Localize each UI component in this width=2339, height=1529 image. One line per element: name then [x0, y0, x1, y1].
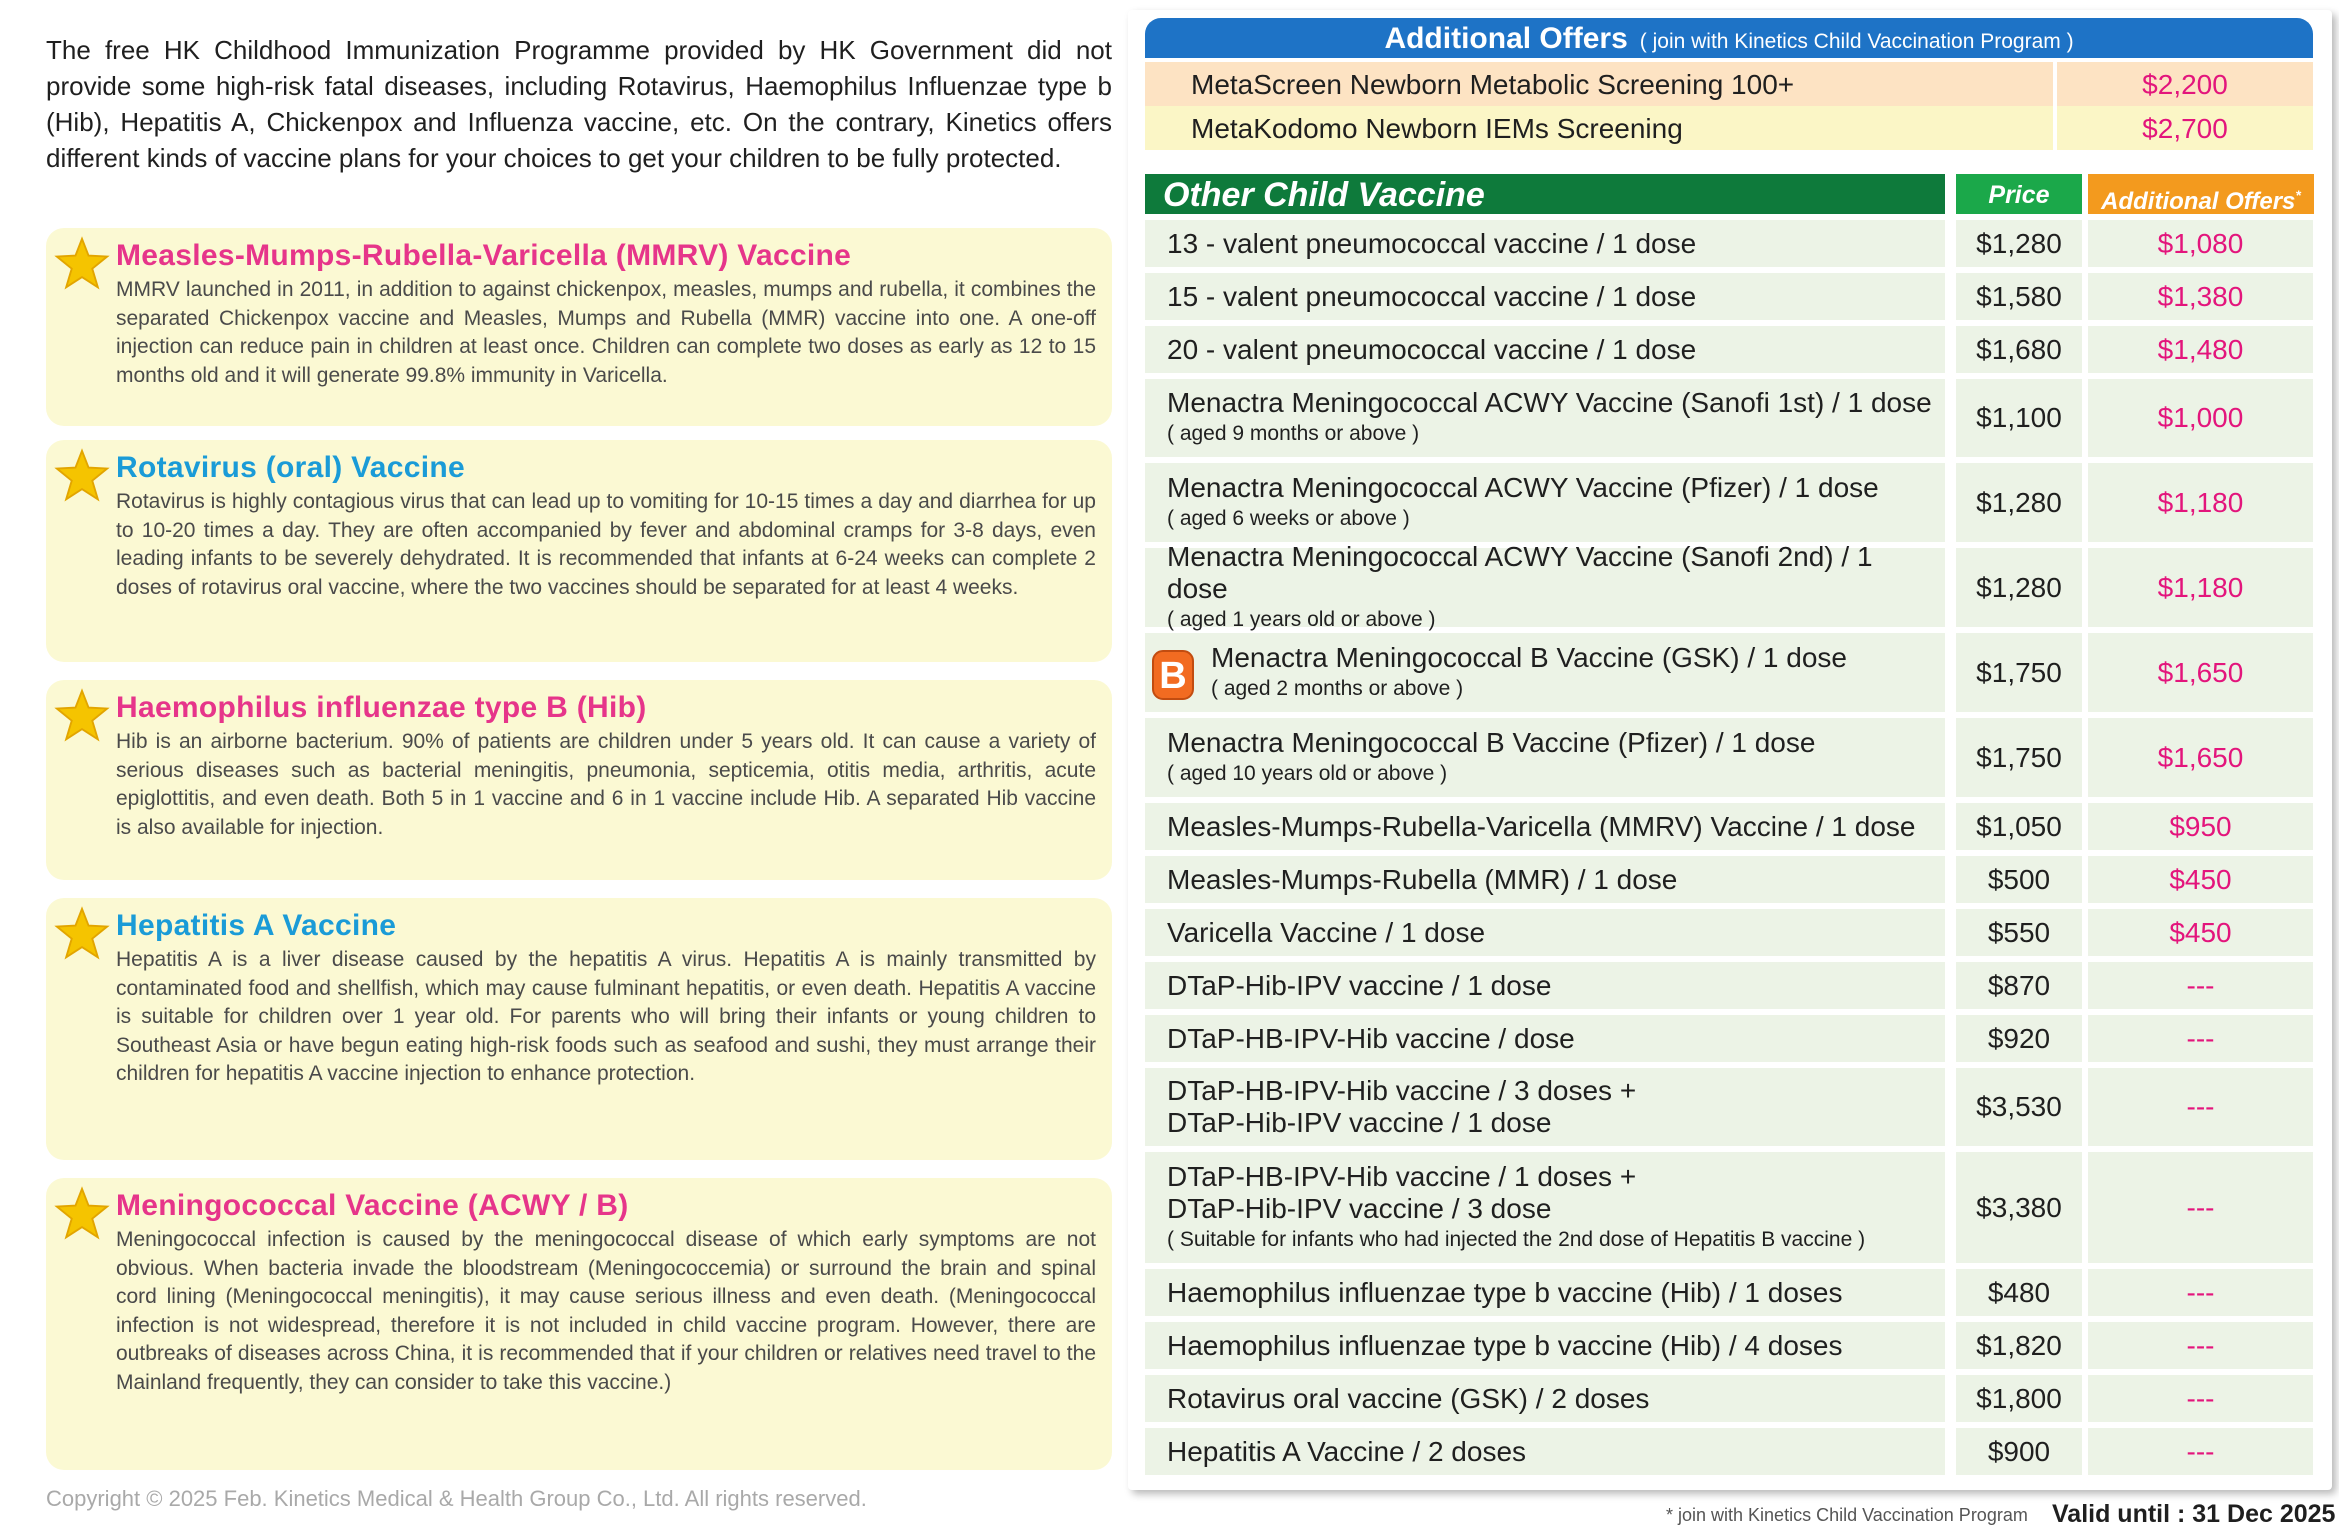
vaccine-name-cell — [1145, 540, 1945, 631]
offer-cell — [2088, 1322, 2313, 1369]
price-cell — [1956, 718, 2082, 797]
vaccine-offer-price: --- — [2186, 969, 2215, 1001]
price-cell — [1956, 463, 2082, 542]
copyright: Copyright © 2025 Feb. Kinetics Medical & Health Group Co., Ltd. All rights reserved. — [46, 1486, 867, 1511]
vaccine-price: $480 — [1987, 1276, 2051, 1308]
offer-cell — [2088, 1015, 2313, 1062]
vaccine-name-cell — [1145, 718, 1945, 797]
star-icon — [54, 1186, 110, 1242]
offer-cell — [2088, 1068, 2313, 1146]
vaccine-name: DTaP-HB-IPV-Hib vaccine / 3 doses + — [1167, 1075, 1637, 1106]
vaccine-note: ( aged 10 years old or above ) — [1167, 761, 1448, 785]
vaccine-name-cell — [1145, 909, 1945, 956]
offer-cell — [2088, 633, 2313, 712]
intro-paragraph: The free HK Childhood Immunization Programme provided by HK Government did not provide some high-risk fatal diseases, including Rotavirus, Haemophilus Influenzae type b (Hib), Hepatitis A, Chickenpox and Influenza vaccine, etc. On the contrary, Kinetics offers different kinds of vaccine plans for your choices to get your children to be fully protected. — [46, 35, 1112, 173]
vaccine-name: Menactra Meningococcal ACWY Vaccine (Pfizer) / 1 dose — [1167, 471, 1879, 503]
vaccine-name: Measles-Mumps-Rubella-Varicella (MMRV) Vaccine / 1 dose — [1167, 810, 1916, 842]
vaccine-name: Hepatitis A Vaccine / 2 doses — [1167, 1435, 1527, 1467]
price-cell — [1956, 326, 2082, 373]
vaccine-offer-price: $1,650 — [2157, 741, 2244, 773]
card-hib — [46, 680, 1112, 880]
price-cell — [1956, 909, 2082, 956]
vaccine-price: $1,580 — [1976, 280, 2062, 312]
card-title: Meningococcal Vaccine (ACWY / B) — [116, 1189, 629, 1222]
vaccine-name-line2: DTaP-Hib-IPV vaccine / 3 dose — [1167, 1192, 1552, 1224]
vaccine-price: $1,750 — [1976, 656, 2062, 688]
offer-cell — [2088, 273, 2313, 320]
vaccine-name: Haemophilus influenzae type b vaccine (Hib) / 1 doses — [1167, 1276, 1843, 1308]
offer-cell — [2088, 856, 2313, 903]
vaccine-name: 20 - valent pneumococcal vaccine / 1 dose — [1167, 333, 1697, 365]
price-cell — [1956, 379, 2082, 457]
offer-cell — [2088, 718, 2313, 797]
vaccine-price: $1,280 — [1976, 571, 2062, 603]
offer-cell — [2088, 463, 2313, 542]
vaccine-price: $1,050 — [1976, 810, 2062, 842]
vaccine-name: DTaP-Hib-IPV vaccine / 1 dose — [1167, 969, 1552, 1001]
vaccine-name: 13 - valent pneumococcal vaccine / 1 dose — [1167, 227, 1697, 259]
vaccine-offer-price: $1,180 — [2157, 571, 2244, 603]
vaccine-name-cell — [1145, 633, 1945, 712]
vaccine-offer-price: $450 — [2169, 863, 2232, 895]
vaccine-name-cell — [1145, 1375, 1945, 1422]
star-icon — [54, 448, 110, 504]
vaccine-name-cell — [1145, 379, 1945, 457]
vaccine-offer-price: --- — [2186, 1022, 2215, 1054]
offer-cell — [2088, 1428, 2313, 1475]
vaccine-row — [1145, 326, 2313, 373]
vaccine-row — [1145, 1152, 2313, 1263]
vaccine-offer-price: --- — [2186, 1435, 2215, 1467]
vaccine-price: $1,100 — [1976, 402, 2062, 433]
vaccine-name: Varicella Vaccine / 1 dose — [1167, 916, 1486, 948]
vaccine-name: Menactra Meningococcal B Vaccine (Pfizer) / 1 dose — [1167, 726, 1816, 758]
vaccine-offer-price: $1,380 — [2157, 280, 2244, 312]
card-title: Hepatitis A Vaccine — [116, 909, 397, 942]
card-title: Rotavirus (oral) Vaccine — [116, 451, 465, 484]
vaccine-note: ( aged 2 months or above ) — [1211, 676, 1464, 700]
card-meningococcal — [46, 1178, 1112, 1470]
price-cell — [1956, 1375, 2082, 1422]
card-rotavirus — [46, 440, 1112, 662]
vaccine-row — [1145, 1269, 2313, 1316]
vaccine-name: 15 - valent pneumococcal vaccine / 1 dose — [1167, 280, 1697, 312]
vaccine-name-cell — [1145, 1068, 1945, 1146]
vaccine-name: Menactra Meningococcal ACWY Vaccine (Sanofi 2nd) / 1 dose — [1167, 540, 1873, 604]
price-cell — [1956, 1068, 2082, 1146]
vaccine-row — [1145, 856, 2313, 903]
vaccine-price: $3,530 — [1976, 1091, 2062, 1122]
vaccine-row — [1145, 1375, 2313, 1422]
vaccine-offer-price: --- — [2186, 1329, 2215, 1361]
card-body: Meningococcal infection is caused by the meningococcal disease of which early symptoms are not obvious. When bacteria invade the bloodstream (Meningococcemia) or surround the brain and spinal cord lining (Meningococcal meningitis), it may cause serious illness and even death. (Meningococcal infection is not widespread, therefore it is not included in child vaccine program. However, there are outbreaks of diseases across China, it is recommended that if your children or relatives need travel to the Mainland frequently, they can consider to take this vaccine.) — [116, 1228, 1096, 1394]
vaccine-offer-price: --- — [2186, 1191, 2215, 1223]
price-cell — [1956, 273, 2082, 320]
vaccine-price: $920 — [1987, 1022, 2051, 1054]
card-body: Rotavirus is highly contagious virus that can lead up to vomiting for 10-15 times a day and diarrhea for up to 10-20 times a day. They are often accompanied by fever and abdominal cramps for 3-8 days, even leading infants to be severely dehydrated. It is recommended that infants at 6-24 weeks can complete 2 doses of rotavirus oral vaccine, where the two vaccines should be separated for at least 4 weeks. — [116, 490, 1096, 599]
vaccine-offer-price: $1,650 — [2157, 656, 2244, 688]
price-cell — [1956, 1269, 2082, 1316]
price-cell — [1956, 633, 2082, 712]
vaccine-price: $1,750 — [1976, 741, 2062, 773]
vaccine-name-cell — [1145, 273, 1945, 320]
card-body: MMRV launched in 2011, in addition to against chickenpox, measles, mumps and rubella, it combines the separated Chickenpox vaccine and Measles, Mumps and Rubella (MMR) vaccine into one. A one-off injection can reduce pain in children at least once. Children can complete two doses as early as 12 to 15 months old and it will generate 99.8% immunity in Varicella. — [116, 278, 1096, 387]
price-cell — [1956, 856, 2082, 903]
vaccine-offer-price: $1,080 — [2157, 227, 2244, 259]
additional-offers-column-label: Additional Offers — [2101, 188, 2296, 215]
vaccine-name-cell — [1145, 1322, 1945, 1369]
vaccine-row — [1145, 1322, 2313, 1369]
vaccine-name: DTaP-HB-IPV-Hib vaccine / 1 doses + — [1167, 1160, 1637, 1192]
vaccine-row — [1145, 1068, 2313, 1146]
card-body: Hepatitis A is a liver disease caused by the hepatitis A virus. Hepatitis A is mainly transmitted by contaminated food and shellfish, which may cause fulminant hepatitis, or even death. Hepatitis A vaccine is suitable for children over 1 year old. For parents who will bring their infants or young children to Southeast Asia or have begun eating high-risk foods such as seafood and sushi, they must arrange their children for hepatitis A vaccine injection to enhance protection. — [116, 948, 1096, 1085]
offer-price: $2,700 — [2057, 106, 2313, 150]
vaccine-row — [1145, 633, 2313, 712]
vaccine-row — [1145, 962, 2313, 1009]
price-cell — [1956, 220, 2082, 267]
price-cell — [1956, 803, 2082, 850]
vaccine-name-cell — [1145, 1428, 1945, 1475]
vaccine-name-cell — [1145, 856, 1945, 903]
vaccine-price: $870 — [1987, 969, 2051, 1001]
vaccine-name: Measles-Mumps-Rubella (MMR) / 1 dose — [1167, 863, 1678, 895]
vaccine-offer-price: --- — [2186, 1091, 2215, 1122]
offer-cell — [2088, 962, 2313, 1009]
star-icon — [54, 906, 110, 962]
card-title: Measles-Mumps-Rubella-Varicella (MMRV) Vaccine — [116, 239, 852, 272]
vaccine-row — [1145, 909, 2313, 956]
vaccine-offer-price: $950 — [2169, 810, 2232, 842]
vaccine-row — [1145, 379, 2313, 457]
vaccine-row — [1145, 463, 2313, 542]
card-title: Haemophilus influenzae type B (Hib) — [116, 691, 647, 724]
vaccine-name: Menactra Meningococcal ACWY Vaccine (Sanofi 1st) / 1 dose — [1167, 387, 1932, 418]
card-body: Hib is an airborne bacterium. 90% of patients are children under 5 years old. It can cause a variety of serious diseases such as bacterial meningitis, pneumonia, septicemia, otitis media, arthritis, acute epiglottitis, and even death. Both 5 in 1 vaccine and 6 in 1 vaccine include Hib. A separated Hib vaccine is also available for injection. — [116, 730, 1096, 839]
vaccine-offer-price: $1,480 — [2157, 333, 2244, 365]
offer-row — [1145, 106, 2313, 150]
price-cell — [1956, 1015, 2082, 1062]
vaccine-row — [1145, 803, 2313, 850]
card-hepatitis-a — [46, 898, 1112, 1160]
vaccine-note: ( aged 1 years old or above ) — [1167, 607, 1436, 631]
vaccine-name-cell — [1145, 803, 1945, 850]
vaccine-offer-price: --- — [2186, 1276, 2215, 1308]
offer-name: MetaScreen Newborn Metabolic Screening 100+ — [1145, 62, 2053, 106]
vaccine-note: ( aged 9 months or above ) — [1167, 422, 1420, 445]
vaccine-row — [1145, 540, 2313, 631]
price-cell — [1956, 1428, 2082, 1475]
vaccine-name: Rotavirus oral vaccine (GSK) / 2 doses — [1167, 1382, 1650, 1414]
vaccine-name-line2: DTaP-Hib-IPV vaccine / 1 dose — [1167, 1107, 1552, 1138]
other-child-vaccine-heading: Other Child Vaccine — [1145, 174, 1945, 214]
vaccine-price: $3,380 — [1976, 1191, 2062, 1223]
vaccine-offer-price: $450 — [2169, 916, 2232, 948]
star-icon — [54, 236, 110, 292]
offer-price: $2,200 — [2057, 62, 2313, 106]
vaccine-offer-price: --- — [2186, 1382, 2215, 1414]
vaccine-row — [1145, 718, 2313, 797]
vaccine-row — [1145, 1015, 2313, 1062]
star-icon — [54, 688, 110, 744]
offer-cell — [2088, 548, 2313, 627]
letter-b-icon — [1150, 648, 1196, 702]
asterisk-mark: * — [2295, 187, 2301, 203]
vaccine-price: $1,800 — [1976, 1382, 2062, 1414]
vaccine-name-cell — [1145, 962, 1945, 1009]
vaccine-name-cell — [1145, 1269, 1945, 1316]
vaccine-price: $550 — [1987, 916, 2051, 948]
vaccine-offer-price: $1,000 — [2157, 402, 2244, 433]
vaccine-row — [1145, 220, 2313, 267]
vaccine-name: DTaP-HB-IPV-Hib vaccine / dose — [1167, 1022, 1575, 1054]
valid-until: Valid until : 31 Dec 2025 — [2052, 1500, 2336, 1528]
price-column-header: Price — [1956, 174, 2082, 214]
vaccine-name-cell — [1145, 463, 1945, 542]
footnote: * join with Kinetics Child Vaccination Program — [1666, 1505, 2028, 1525]
vaccine-price: $1,280 — [1976, 486, 2062, 518]
additional-offers-column-header — [2088, 174, 2314, 214]
additional-offers-title: Additional Offers — [1384, 22, 1628, 55]
vaccine-note: ( aged 6 weeks or above ) — [1167, 506, 1410, 530]
offer-cell — [2088, 1269, 2313, 1316]
vaccine-name-cell — [1145, 220, 1945, 267]
offer-cell — [2088, 909, 2313, 956]
vaccine-name-cell — [1145, 1152, 1945, 1263]
vaccine-name: Haemophilus influenzae type b vaccine (Hib) / 4 doses — [1167, 1329, 1843, 1361]
offer-cell — [2088, 803, 2313, 850]
vaccine-name: Menactra Meningococcal B Vaccine (GSK) / 1 dose — [1211, 641, 1848, 673]
vaccine-price: $1,680 — [1976, 333, 2062, 365]
price-cell — [1956, 962, 2082, 1009]
vaccine-name-cell — [1145, 1015, 1945, 1062]
vaccine-row — [1145, 1428, 2313, 1475]
vaccine-price: $1,820 — [1976, 1329, 2062, 1361]
vaccine-price: $500 — [1987, 863, 2051, 895]
offer-name: MetaKodomo Newborn IEMs Screening — [1145, 106, 2053, 150]
offer-cell — [2088, 379, 2313, 457]
offer-cell — [2088, 220, 2313, 267]
vaccine-name-cell — [1145, 326, 1945, 373]
offer-row — [1145, 62, 2313, 106]
offer-cell — [2088, 326, 2313, 373]
vaccine-note: ( Suitable for infants who had injected the 2nd dose of Hepatitis B vaccine ) — [1167, 1227, 1866, 1251]
vaccine-offer-price: $1,180 — [2157, 486, 2244, 518]
offer-cell — [2088, 1152, 2313, 1263]
offer-cell — [2088, 1375, 2313, 1422]
vaccine-price: $1,280 — [1976, 227, 2062, 259]
vaccine-row — [1145, 273, 2313, 320]
price-cell — [1956, 1322, 2082, 1369]
vaccine-price: $900 — [1987, 1435, 2051, 1467]
price-cell — [1956, 1152, 2082, 1263]
card-mmrv — [46, 228, 1112, 426]
price-cell — [1956, 548, 2082, 627]
additional-offers-subtitle: ( join with Kinetics Child Vaccination Program ) — [1639, 30, 2074, 53]
additional-offers-header — [1145, 18, 2313, 58]
svg-text:B: B — [1159, 655, 1187, 697]
